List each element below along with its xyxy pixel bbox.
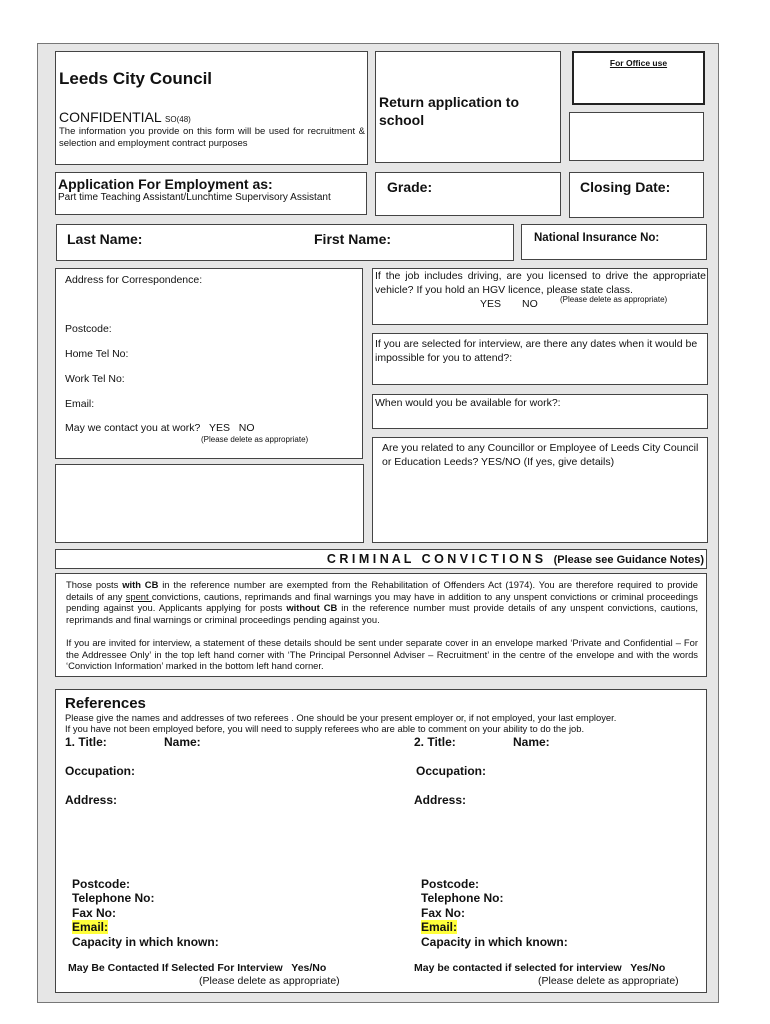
ref1-capacity[interactable]: Capacity in which known: <box>72 935 219 949</box>
contact-no[interactable]: NO <box>238 422 255 434</box>
return-line-2: school <box>379 112 425 128</box>
grade-label: Grade: <box>387 179 433 195</box>
ref2-postcode[interactable]: Postcode: <box>421 877 480 891</box>
p1-spent: spent <box>125 590 152 602</box>
references-box <box>55 689 707 993</box>
form-code: SO(48) <box>165 115 191 124</box>
home-tel-label: Home Tel No: <box>65 348 129 360</box>
ni-box[interactable] <box>521 224 707 260</box>
office-use-label: For Office use <box>609 58 668 68</box>
criminal-text-box <box>55 573 707 677</box>
references-intro-1: Please give the names and addresses of two referees . One should be your present employer or, if not employed, your last employer. <box>65 712 617 723</box>
work-tel-label: Work Tel No: <box>65 373 125 385</box>
references-heading: References <box>65 695 146 712</box>
related-box[interactable] <box>372 437 708 543</box>
contact-at-work <box>65 422 255 434</box>
criminal-paragraph-2: If you are invited for interview, a statement of these details should be sent under separate cover in an envelope marked ‘Private and Confidential – For the Addressee Only’ in the top left hand corner with ‘The Principal Personnel Adviser – Recruitment’ in the centre of the envelope and with the words ‘Conviction Information’ marked in the bottom left hand corner. <box>66 637 698 671</box>
confidential-label <box>59 109 191 125</box>
criminal-header <box>55 549 707 569</box>
interview-dates-box[interactable] <box>372 333 708 385</box>
p1-a: Those posts <box>66 579 123 590</box>
ref1-email[interactable]: Email: <box>72 920 109 934</box>
ref2-address[interactable]: Address: <box>414 793 467 807</box>
ref2-name[interactable]: Name: <box>513 735 550 749</box>
ref2-contact[interactable]: May be contacted if selected for interview Yes/No <box>414 962 666 974</box>
post-heading: Application For Employment as: <box>58 176 273 192</box>
office-use-box <box>572 51 705 105</box>
post-box <box>55 172 367 215</box>
grade-box[interactable] <box>375 172 561 216</box>
p1-with-cb: with CB <box>122 579 159 590</box>
data-use-notice: The information you provide on this form will be used for recruitment & selection and employment contract purposes <box>59 126 365 149</box>
p1-without-cb: without CB <box>286 602 338 613</box>
driving-box[interactable] <box>372 268 708 325</box>
driving-question: If the job includes driving, are you licensed to drive the appropriate vehicle? If you hold an HGV licence, please state class. <box>375 270 706 296</box>
ref1-contact[interactable]: May Be Contacted If Selected For Interview Yes/No <box>68 962 327 974</box>
extra-address-field[interactable] <box>55 464 364 543</box>
related-question: Are you related to any Councillor or Employee of Leeds City Council or Education Leeds? YES/NO (If yes, give details) <box>382 442 699 468</box>
ref1-title[interactable]: 1. Title: <box>65 735 107 749</box>
contact-at-work-question: May we contact you at work? <box>65 422 201 434</box>
ref2-capacity[interactable]: Capacity in which known: <box>421 935 568 949</box>
driving-yes[interactable]: YES <box>480 298 502 310</box>
p1-c: in the reference number are exempted from the Rehabilitation of Offenders Act (1974). You are therefore required to provide details of any <box>66 579 698 602</box>
ref2-occupation[interactable]: Occupation: <box>416 764 487 778</box>
closing-date-label: Closing Date: <box>580 179 671 195</box>
criminal-guidance-note: (Please see Guidance Notes) <box>553 554 704 566</box>
ref2-delete-note: (Please delete as appropriate) <box>538 975 679 987</box>
criminal-title: C R I M I N A L C O N V I C T I O N S <box>326 552 544 566</box>
address-label: Address for Correspondence: <box>65 274 203 286</box>
ref1-postcode[interactable]: Postcode: <box>72 877 131 891</box>
ref1-telephone[interactable]: Telephone No: <box>72 891 155 905</box>
ref2-email[interactable]: Email: <box>421 920 458 934</box>
email-label: Email: <box>65 398 95 410</box>
availability-box[interactable] <box>372 394 708 429</box>
ref2-telephone[interactable]: Telephone No: <box>421 891 504 905</box>
contact-box <box>55 268 363 459</box>
references-intro-2: If you have not been employed before, you will need to supply referees who are able to comment on your ability to do the job. <box>65 723 585 734</box>
driving-delete-note: (Please delete as appropriate) <box>560 295 668 304</box>
criminal-paragraph-1 <box>66 579 698 625</box>
confidential-text: CONFIDENTIAL <box>59 109 162 125</box>
council-name: Leeds City Council <box>59 69 213 88</box>
closing-date-box[interactable] <box>569 172 704 218</box>
p1-g: in the reference number must provide details of any unspent convictions, cautions, reprimands and final warnings or criminal proceedings pending against you. <box>66 602 699 625</box>
first-name-label: First Name: <box>314 231 392 247</box>
ref2-title[interactable]: 2. Title: <box>414 735 456 749</box>
office-use-field[interactable] <box>569 112 704 161</box>
return-box <box>375 51 561 163</box>
p1-e: convictions, cautions, reprimands and final warnings you may have in addition to any unspent convictions or criminal proceedings pending against you. Applicants applying for posts <box>66 590 698 613</box>
post-role: Part time Teaching Assistant/Lunchtime Supervisory Assistant <box>58 192 331 203</box>
return-line-1: Return application to <box>379 94 519 110</box>
name-box[interactable] <box>56 224 514 261</box>
last-name-label: Last Name: <box>67 231 143 247</box>
driving-no[interactable]: NO <box>522 298 538 310</box>
ref2-fax[interactable]: Fax No: <box>421 906 466 920</box>
interview-dates-question: If you are selected for interview, are there any dates when it would be impossible for you to attend?: <box>375 338 698 364</box>
ni-label: National Insurance No: <box>534 232 660 244</box>
ref1-fax[interactable]: Fax No: <box>72 906 117 920</box>
council-box <box>55 51 368 165</box>
postcode-label: Postcode: <box>65 323 112 335</box>
contact-delete-note: (Please delete as appropriate) <box>201 435 309 444</box>
contact-yes[interactable]: YES <box>208 422 230 434</box>
ref1-address[interactable]: Address: <box>65 793 118 807</box>
ref1-delete-note: (Please delete as appropriate) <box>199 975 340 987</box>
ref1-name[interactable]: Name: <box>164 735 201 749</box>
availability-question: When would you be available for work?: <box>375 397 561 409</box>
ref1-occupation[interactable]: Occupation: <box>65 764 136 778</box>
